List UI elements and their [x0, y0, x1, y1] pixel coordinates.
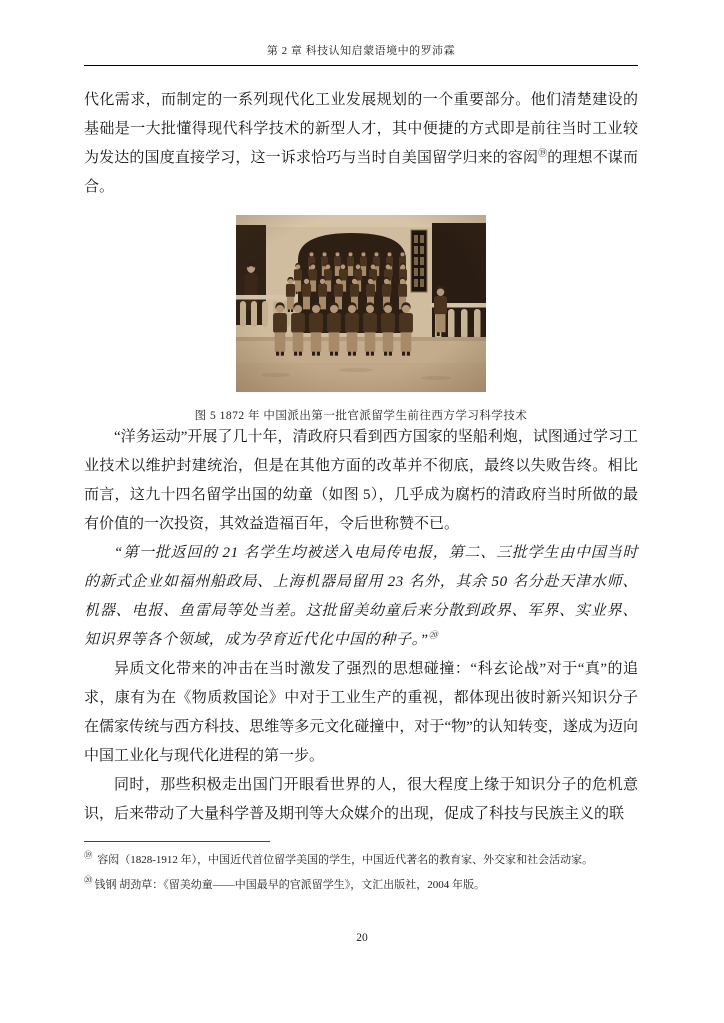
header-rule: [84, 65, 638, 66]
figure: [84, 215, 638, 423]
paragraph-3: 异质文化带来的冲击在当时激发了强烈的思想碰撞：“科玄论战”对于“真”的追求，康有为在《物质救国论》中对于工业生产的重视，都体现出彼时新兴知识分子在儒家传统与西方科技、思维等多元文化碰撞中，对于“物”的认知转变，遂成为迈向中国工业化与现代化进程的第一步。: [84, 661, 638, 764]
figure-caption: 图 5 1872 年 中国派出第一批官派留学生前往西方学习科学技术: [194, 410, 528, 422]
quote-paragraph: [84, 539, 638, 655]
footnote-text: 钱钢 胡劲草：《留美幼童——中国最早的官派留学生》，文汇出版社，2004 年版。: [94, 879, 486, 891]
paragraph-4: 同时，那些积极走出国门开眼看世界的人，很大程度上缘于知识分子的危机意识，后来带动了大量科学普及期刊等大众媒介的出现，促成了科技与民族主义的联: [84, 777, 638, 822]
page-content: [84, 86, 638, 898]
footnote-text: 容闳（1828-1912 年），中国近代首位留学美国的学生，中国近代著名的教育家、外交家和社会活动家。: [97, 854, 594, 866]
paragraph-1-text-end: 的理想不谋而合。: [84, 150, 638, 195]
paragraph-2: “洋务运动”开展了几十年，清政府只看到西方国家的坚船利炮，试图通过学习工业技术以维护封建统治，但是在其他方面的改革并不彻底，最终以失败告终。相比而言，这九十四名留学出国的幼童（如图 5），几乎成为腐朽的清政府当时所做的最有价值的一次投资，其效益造福百年，令后世称赞不已。: [84, 429, 638, 532]
footnote-item: [84, 873, 638, 898]
footnote-item: [84, 848, 638, 873]
footnote-mark: ⑲: [84, 850, 93, 861]
chapter-title: 第 2 章 科技认知启蒙语境中的罗沛霖: [266, 45, 456, 57]
footnote-ref-20: ⑳: [428, 630, 439, 640]
page-number: 20: [356, 932, 368, 944]
footnote-mark: ⑳: [84, 875, 93, 886]
sepia-group-photo-icon: [236, 215, 486, 392]
paragraph-1-text: 代化需求，而制定的一系列现代化工业发展规划的一个重要部分。他们清楚建设的基础是一大批懂得现代科学技术的新型人才，其中便捷的方式即是前往当时工业较为发达的国度直接学习，这一诉求恰巧与当时自美国留学归来的容闳: [84, 92, 638, 166]
footnote-ref-19: ⑲: [538, 148, 548, 158]
footnote-list: [84, 848, 638, 898]
running-header: [84, 42, 638, 58]
paragraph-1: [84, 86, 638, 202]
quote-text: “第一批返回的 21 名学生均被送入电局传电报，第二、三批学生由中国当时的新式企业如福州船政局、上海机器局留用 23 名外，其余 50 名分赴天津水师、机器、电报、鱼雷局等处当差。这批留美幼童后来分散到政界、军界、实业界、知识界等各个领域，成为孕育近代化中国的种子。”: [84, 545, 638, 648]
footnote-separator: [84, 841, 270, 842]
